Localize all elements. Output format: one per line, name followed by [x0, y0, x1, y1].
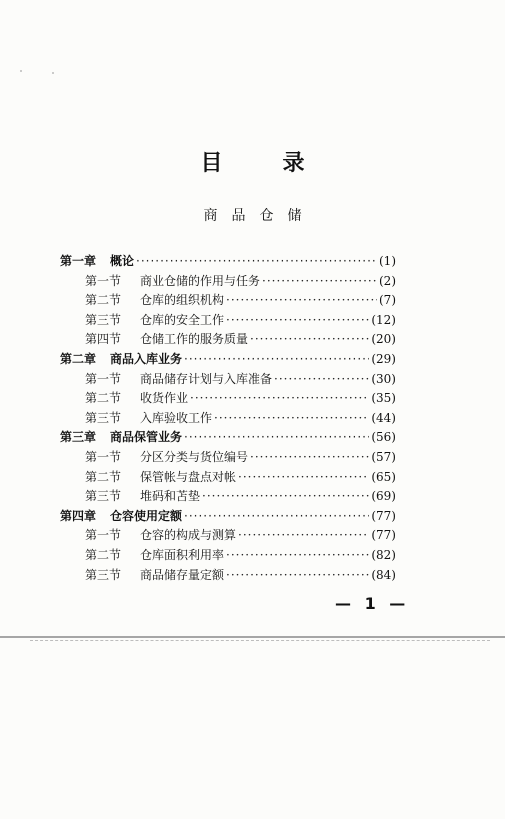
toc-section-entry — [60, 409, 396, 429]
section-title: 保管帐与盘点对帐 — [140, 469, 237, 484]
toc-chapter-entry — [60, 507, 396, 527]
toc-section-entry — [60, 311, 396, 331]
section-title: 仓容的构成与测算 — [140, 528, 237, 543]
toc-section-entry — [60, 448, 396, 468]
page-reference: (56) — [371, 430, 396, 445]
dot-leader — [184, 428, 369, 448]
page-reference: (44) — [371, 410, 396, 425]
page-reference: (69) — [371, 489, 396, 504]
page-reference: (30) — [371, 371, 396, 386]
section-number: 第三节 — [85, 489, 122, 504]
page-reference: (35) — [371, 391, 396, 406]
dot-leader — [202, 487, 369, 507]
dot-leader — [226, 311, 369, 331]
section-number: 第一节 — [85, 371, 122, 386]
page-number: — 1 — — [335, 594, 410, 613]
toc-section-entry — [60, 566, 396, 586]
toc-section-entry — [60, 468, 396, 488]
toc-chapter-entry — [60, 350, 396, 370]
section-title: 商业仓储的作用与任务 — [140, 273, 261, 288]
book-subtitle: 商品仓储 — [203, 208, 316, 224]
section-title: 仓库面积利用率 — [140, 547, 225, 562]
toc-chapter-entry — [60, 252, 396, 272]
dot-leader — [184, 350, 369, 370]
section-number: 第一节 — [85, 449, 122, 464]
toc-section-entry — [60, 272, 396, 292]
dot-leader — [184, 507, 369, 527]
dot-leader — [190, 389, 369, 409]
chapter-number: 第四章 — [60, 508, 97, 523]
section-number: 第二节 — [85, 391, 122, 406]
section-number: 第二节 — [85, 469, 122, 484]
page-reference: (82) — [371, 547, 396, 562]
dot-leader — [262, 272, 377, 292]
section-title: 商品储存计划与入库准备 — [140, 371, 273, 386]
title-char-2: 录 — [282, 151, 305, 176]
toc-section-entry — [60, 330, 396, 350]
chapter-title: 商品入库业务 — [110, 351, 183, 366]
section-number: 第一节 — [85, 528, 122, 543]
page-reference: (29) — [371, 351, 396, 366]
toc-section-entry — [60, 370, 396, 390]
section-number: 第三节 — [85, 567, 122, 582]
toc-section-entry — [60, 487, 396, 507]
section-number: 第四节 — [85, 332, 122, 347]
scan-edge-line — [0, 636, 505, 638]
chapter-number: 第三章 — [60, 430, 97, 445]
section-number: 第二节 — [85, 293, 122, 308]
page-reference: (77) — [371, 528, 396, 543]
section-number: 第一节 — [85, 273, 122, 288]
page-reference: (20) — [371, 332, 396, 347]
section-title: 仓库的组织机构 — [140, 293, 225, 308]
chapter-number: 第一章 — [60, 254, 97, 268]
page-reference: (7) — [379, 293, 396, 308]
section-title: 堆码和苫垫 — [140, 489, 201, 504]
dot-leader — [226, 566, 369, 586]
toc-section-entry — [60, 526, 396, 546]
dot-leader — [274, 370, 369, 390]
page-reference: (2) — [379, 273, 396, 288]
dot-leader — [250, 330, 369, 350]
toc-section-entry — [60, 291, 396, 311]
page-title — [0, 146, 505, 177]
title-char-1: 目 — [200, 151, 223, 176]
section-number: 第三节 — [85, 312, 122, 327]
scan-edge-line — [30, 640, 490, 641]
page-reference: (77) — [371, 508, 396, 523]
page-reference: (57) — [371, 449, 396, 464]
toc-chapter-entry — [60, 428, 396, 448]
section-title: 商品储存量定额 — [140, 567, 225, 582]
dot-leader — [214, 409, 369, 429]
dot-leader — [226, 291, 377, 311]
chapter-title: 仓容使用定额 — [110, 508, 183, 523]
page-reference: (84) — [371, 567, 396, 582]
toc-section-entry — [60, 546, 396, 566]
section-title: 收货作业 — [140, 391, 189, 406]
scan-speck — [20, 70, 22, 72]
page-reference: (12) — [371, 312, 396, 327]
dot-leader — [226, 546, 369, 566]
dot-leader — [238, 468, 369, 488]
chapter-number: 第二章 — [60, 351, 97, 366]
section-title: 分区分类与货位编号 — [140, 449, 249, 464]
section-number: 第三节 — [85, 410, 122, 425]
section-number: 第二节 — [85, 547, 122, 562]
dot-leader — [136, 252, 377, 272]
scan-speck — [52, 72, 54, 74]
section-title: 仓库的安全工作 — [140, 312, 225, 327]
chapter-title: 概论 — [110, 254, 135, 268]
section-title: 仓储工作的服务质量 — [140, 332, 249, 347]
chapter-title: 商品保管业务 — [110, 430, 183, 445]
page-reference: (65) — [371, 469, 396, 484]
table-of-contents — [60, 252, 396, 585]
page-reference: (1) — [379, 254, 396, 268]
section-title: 入库验收工作 — [140, 410, 213, 425]
dot-leader — [238, 526, 369, 546]
dot-leader — [250, 448, 369, 468]
toc-section-entry — [60, 389, 396, 409]
